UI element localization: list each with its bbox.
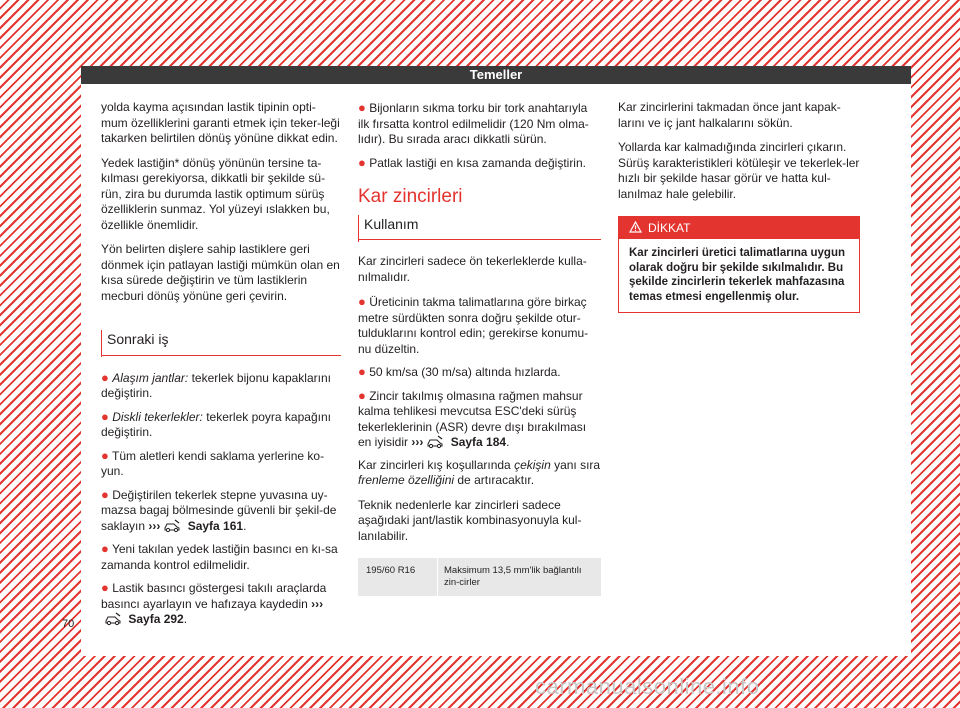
column-2 xyxy=(358,100,601,596)
column-3 xyxy=(618,100,860,313)
bullet-item: ● Lastik basıncı göstergesi takılı araçlarda basıncı ayarlayın ve hafızaya kaydedin ››› Sayfa 292. xyxy=(101,580,327,626)
table-cell: Maksimum 13,5 mm'lik bağlantılı zin-cirler xyxy=(444,565,582,588)
paragraph: Teknik nedenlerle kar zincirleri sadece aşağıdaki jant/lastik kombinasyonuyla kul-lanılabilir. xyxy=(358,497,582,543)
warning-text: Kar zincirleri üretici talimatlarına uygun olarak doğru bir şekilde sıkılmalıdır. Bu şekilde zincirlerin tekerlek mahfazasına temas etmesi engellenmiş olur. xyxy=(629,247,846,303)
paragraph: Kar zincirleri sadece ön tekerleklerde kulla-nılmalıdır. xyxy=(358,254,587,284)
bullet-item: ● Diskli tekerlekler: tekerlek poyra kapağını değiştirin. xyxy=(101,408,331,439)
bullet-icon: ● xyxy=(358,364,366,379)
paragraph: Yollarda kar kalmadığında zincirleri çıkarın. Sürüş karakteristikleri kötüleşir ve tekerlek-ler hızlı bir şekilde hasar görür ve hatta kul-lanılmaz hale gelebilir. xyxy=(618,140,860,201)
paragraph: Kar zincirlerini takmadan önce jant kapak-larını ve iç jant halkalarını sökün. xyxy=(618,100,841,130)
section-subheading: Sonraki iş xyxy=(101,332,341,356)
warning-box xyxy=(618,216,860,313)
bullet-icon: ● xyxy=(101,486,109,502)
paragraph: Yön belirten dişlere sahip lastiklere geri dönmek için patlayan lastiği mümkün olan en kısa sürede değiştirin ve tüm lastiklerin mecburi dönüş yönüne geri çevirin. xyxy=(101,242,340,303)
bullet-icon: ● xyxy=(101,369,109,385)
warning-header: DİKKAT xyxy=(619,217,859,239)
watermark: carmanualsonline.info xyxy=(535,674,760,699)
bullet-item: ● 50 km/sa (30 m/sa) altında hızlarda. xyxy=(358,364,561,379)
bullet-icon: ● xyxy=(101,541,109,556)
page-link[interactable]: Sayfa 184 xyxy=(450,435,507,449)
page-link[interactable]: Sayfa 161 xyxy=(187,518,244,533)
car-wrench-icon xyxy=(163,519,181,533)
bullet-item: ● Bijonların sıkma torku bir tork anahtarıyla ilk fırsatta kontrol edilmelidir (120 Nm olma-lıdır). Bu sırada aracı dikkatli sürün. xyxy=(358,100,589,146)
bullet-icon: ● xyxy=(358,294,366,309)
bullet-icon: ● xyxy=(101,408,109,424)
paragraph: Kar zincirleri kış koşullarında çekişin yanı sıra frenleme özelliğini de artıracaktır. xyxy=(358,457,601,487)
bullet-icon: ● xyxy=(101,580,109,595)
bullet-item: ● Üreticinin takma talimatlarına göre birkaç metre sürdükten sonra doğru şekilde otur-tulduklarını kontrol edin; gerekirse konumu-nu düzeltin. xyxy=(358,294,589,356)
bullet-icon: ● xyxy=(358,154,366,170)
bullet-icon: ● xyxy=(358,387,366,403)
table-cell: 195/60 R16 xyxy=(358,558,438,596)
page-header: Temeller xyxy=(81,66,911,84)
bullet-item: ● Değiştirilen tekerlek stepne yuvasına uy-mazsa bagaj bölmesinde güvenli bir şekil-de saklayın ››› Sayfa 161. xyxy=(101,486,337,533)
tire-chain-table xyxy=(358,558,601,596)
car-wrench-icon xyxy=(426,435,444,449)
car-wrench-icon xyxy=(104,612,122,626)
page-link[interactable]: Sayfa 292 xyxy=(128,612,184,626)
paragraph: yolda kayma açısından lastik tipinin opti-mum özelliklerini garanti etmek için teker-leği takarken belirtilen dönüş yönüne dikkat edin. xyxy=(101,100,340,145)
section-subheading: Kullanım xyxy=(358,217,601,241)
bullet-item: ● Alaşım jantlar: tekerlek bijonu kapaklarını değiştirin. xyxy=(101,369,331,400)
bullet-icon: ● xyxy=(358,100,366,115)
bullet-icon: ● xyxy=(101,447,109,463)
bullet-item: ● Patlak lastiği en kısa zamanda değiştirin. xyxy=(358,154,586,170)
bullet-item: ● Zincir takılmış olmasına rağmen mahsur kalma tehlikesi mevcutsa ESC'deki sürüş tekerleklerinin (ASR) devre dışı bırakılması en iyisidir ››› Sayfa 184. xyxy=(358,387,587,449)
arrow-icon: ››› xyxy=(148,518,161,533)
bullet-item: ● Tüm aletleri kendi saklama yerlerine ko-yun. xyxy=(101,447,325,478)
column-1 xyxy=(101,100,341,635)
paragraph: Yedek lastiğin* dönüş yönünün tersine ta-kılması gerekiyorsa, dikkatli bir şekilde sü-rün, zira bu durumda lastik optimum sürüş özelliklerin sunmaz. Yol yüzeyi ıslakken bu, özellikle önemlidir. xyxy=(101,155,330,232)
section-heading: Kar zincirleri xyxy=(358,186,463,207)
arrow-icon: ››› xyxy=(411,435,424,449)
bullet-item: ● Yeni takılan yedek lastiğin basıncı en kı-sa zamanda kontrol edilmelidir. xyxy=(101,541,338,572)
warning-triangle-icon xyxy=(629,221,642,233)
arrow-icon: ››› xyxy=(311,596,324,611)
page-number: 70 xyxy=(62,618,75,630)
